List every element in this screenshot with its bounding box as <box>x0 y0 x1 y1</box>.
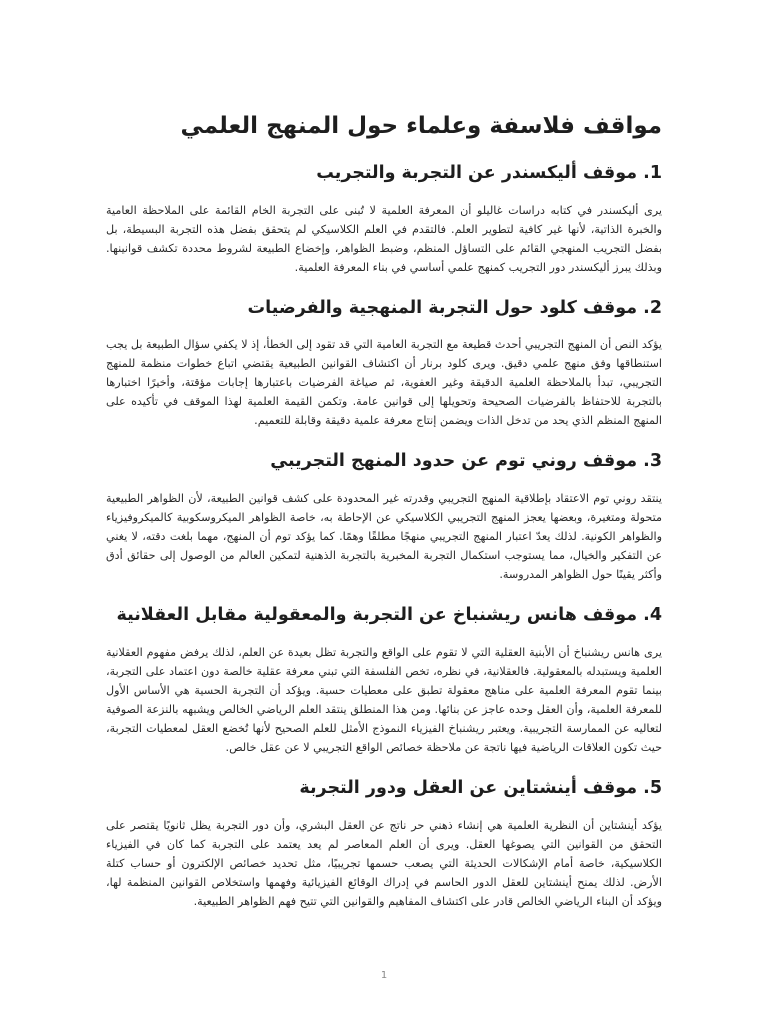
section-rene-thom <box>106 450 662 584</box>
section-heading: 3. موقف روني توم عن حدود المنهج التجريبي <box>270 451 662 472</box>
document-title: مواقف فلاسفة وعلماء حول المنهج العلمي <box>180 113 662 139</box>
section-reichenbach <box>106 604 662 757</box>
section-heading: 2. موقف كلود حول التجربة المنهجية والفرضيات <box>247 297 662 318</box>
section-heading: 5. موقف أينشتاين عن العقل ودور التجربة <box>299 777 662 798</box>
section-alexandre <box>106 162 662 277</box>
section-paragraph: يؤكد النص أن المنهج التجريبي أحدث قطيعة مع التجربة العامية التي قد تقود إلى الخطأ، إذ لا يكفي سؤال الطبيعة بل يجب استنطاقها وفق منهج علمي دقيق. ويرى كلود برنار أن اكتشاف القوانين الطبيعية يقتضي اتباع خطوات منظمة للمنهج التجريبي، تبدأ بالملاحظة العلمية الدقيقة وغير العفوية، ثم صياغة الفرضيات باعتبارها إجابات مؤقتة، وأخيرًا اختبارها بالتجربة للاحتفاظ بالفرضيات الصحيحة وتحويلها إلى قوانين عامة. وتكمن القيمة العلمية لهذا الموقف في تأكيده على المنهج المنظم الذي يحد من تدخل الذات ويضمن إنتاج معرفة علمية دقيقة وقابلة للتعميم. <box>106 338 662 428</box>
page-number: 1 <box>380 970 388 981</box>
section-claude <box>106 297 662 431</box>
section-paragraph: ينتقد روني توم الاعتقاد بإطلاقية المنهج التجريبي وقدرته غير المحدودة على كشف قوانين الطبيعة، لأن الظواهر الطبيعية متحولة ومتغيرة، وبعضها يعجز المنهج التجريبي الكلاسيكي عن الإحاطة به، خاصة الظواهر الميكروسكوبية كالميكروفيزياء والظواهر الكونية. لذلك يعدّ اعتبار المنهج التجريبي منهجًا مطلقًا وهمًا. كما يؤكد توم أن المنهج، مهما بلغت دقته، لا يغني عن التفكير والخيال، مما يستوجب استكمال التجربة المخبرية بالتجربة الذهنية لتمكين العالم من الوصول إلى حقائق أدق وأكثر يقينًا حول الظواهر المدروسة. <box>106 492 662 582</box>
section-heading: 1. موقف أليكسندر عن التجربة والتجريب <box>316 162 662 183</box>
section-paragraph: يرى هانس ريشنباخ أن الأبنية العقلية التي لا تقوم على الواقع والتجربة تظل بعيدة عن العلم، لذلك يرفض مفهوم العقلانية العلمية ويستبدله بالمعقولية. فالعقلانية، في نظره، تخص الفلسفة التي تبني معرفة عقلية خالصة دون اعتماد على التجربة، بينما تقوم المعرفة العلمية على مناهج معقولة تطبق على معطيات حسية. ويؤكد أن التجربة الحسية هي الأساس الأول للمعرفة العلمية، وأن العقل وحده عاجز عن بنائها. ومن هذا المنطلق ينتقد العلم الرياضي الخالص ويشبهه بالنزعة الصوفية لتعاليه عن الممارسة التجريبية. ويعتبر ريشنباخ الفيزياء النموذج الأمثل للعلم الصحيح لأنها تُخضع العقل لمعطيات التجربة، حيث تكون العلاقات الرياضية فيها ناتجة عن ملاحظة خصائص الواقع التجريبي لا عن عقل خالص. <box>106 645 662 754</box>
section-paragraph: يرى أليكسندر في كتابه دراسات غاليلو أن المعرفة العلمية لا تُبنى على التجربة الخام القائمة على الملاحظة العامية والخبرة الذاتية، لأنها غير كافية لتطوير العلم. فالتقدم في العلم الكلاسيكي لم يتحقق بفضل هذه التجربة البسيطة، بل بفضل التجريب المنهجي القائم على التساؤل المنظم، وضبط الظواهر، وإخضاع الطبيعة لشروط محددة تكشف قوانينها. وبذلك يبرز أليكسندر دور التجريب كمنهج علمي أساسي في بناء المعرفة العلمية. <box>106 203 662 274</box>
section-einstein <box>106 777 662 911</box>
section-heading: 4. موقف هانس ريشنباخ عن التجربة والمعقولية مقابل العقلانية <box>116 605 662 626</box>
section-paragraph: يؤكد أينشتاين أن النظرية العلمية هي إنشاء ذهني حر ناتج عن العقل البشري، وأن دور التجربة يظل ثانويًا يقتصر على التحقق من القوانين التي يصوغها العقل. ويرى أن العلم المعاصر لم يعد يعتمد على التجربة كما كان في الفيزياء الكلاسيكية، خاصة أمام الإشكالات الحديثة التي يصعب حسمها تجريبيًا، مثل تحديد خصائص الإلكترون أو حساب كتلة الأرض. لذلك يمنح أينشتاين للعقل الدور الحاسم في إدراك الوقائع الفيزيائية وفهمها واستخلاص القوانين المنظمة لها، ويؤكد أن البناء الرياضي الخالص قادر على اكتشاف المفاهيم والقوانين التي تتيح فهم الظواهر الطبيعية. <box>106 818 662 908</box>
